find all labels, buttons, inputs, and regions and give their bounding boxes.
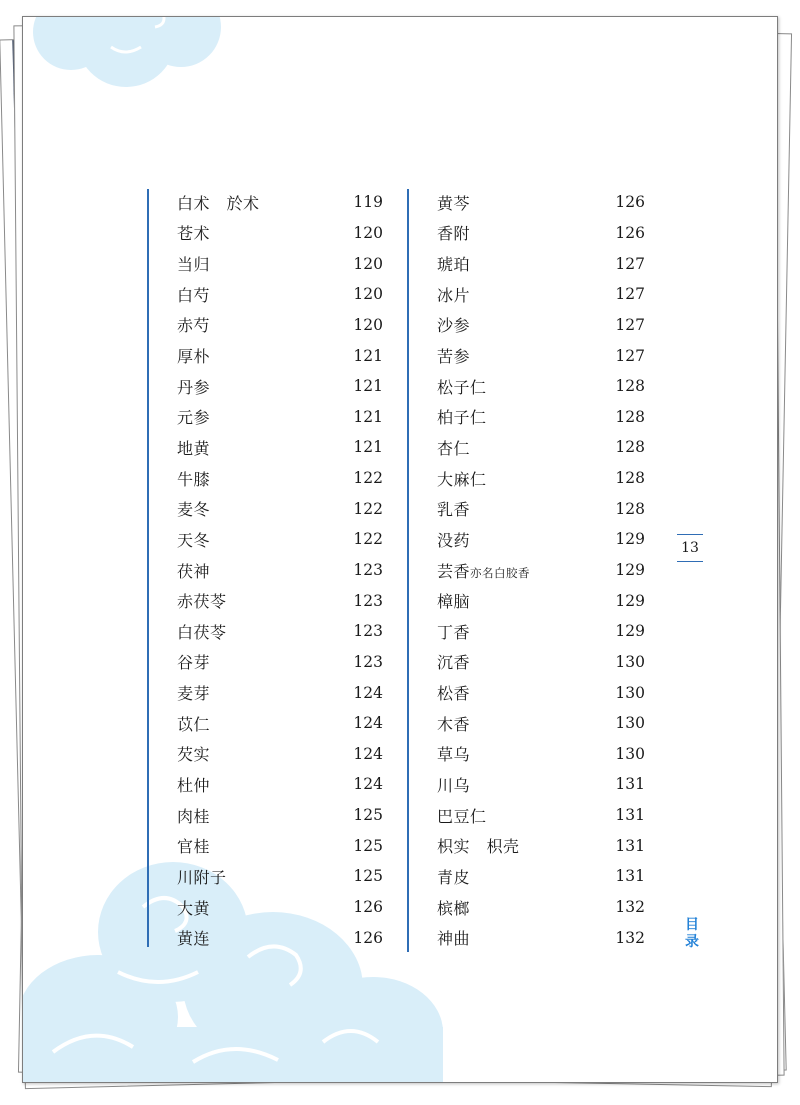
toc-right-column (437, 187, 645, 953)
herb-name: 冰片 (437, 285, 471, 305)
toc-entry-page: 128 (615, 469, 645, 488)
herb-name: 巴豆仁 (437, 806, 487, 826)
toc-entry (177, 739, 383, 770)
toc-entry (177, 769, 383, 800)
toc-entry-page: 126 (353, 928, 383, 947)
herb-name: 杜仲 (177, 775, 211, 795)
herb-name: 香附 (437, 224, 471, 244)
herb-name: 沉香 (437, 653, 471, 673)
herb-name: 麦芽 (177, 684, 211, 704)
toc-entry-title (177, 712, 210, 735)
toc-entry-title (177, 804, 210, 827)
toc-entry (177, 892, 383, 923)
toc-entry-title (437, 896, 470, 919)
toc-entry (437, 555, 645, 586)
herb-name: 赤芍 (177, 316, 211, 336)
toc-entry-page: 129 (615, 530, 645, 549)
toc-entry-title (437, 865, 470, 888)
toc-entry-page: 128 (615, 377, 645, 396)
toc-entry (437, 647, 645, 678)
herb-name: 松子仁 (437, 377, 487, 397)
toc-entry-page: 125 (353, 806, 383, 825)
herb-name: 白术 (177, 193, 211, 213)
toc-entry (177, 310, 383, 341)
toc-entry-page: 122 (353, 530, 383, 549)
toc-entry-page: 131 (615, 775, 645, 794)
toc-entry-page: 127 (615, 315, 645, 334)
toc-entry (437, 892, 645, 923)
toc-entry (437, 340, 645, 371)
toc-entry-title (437, 375, 487, 398)
toc-entry-title (177, 620, 227, 643)
herb-name: 麦冬 (177, 500, 211, 520)
toc-entry (437, 371, 645, 402)
herb-name: 地黄 (177, 438, 211, 458)
page-number: 13 (677, 534, 703, 562)
toc-entry-page: 124 (353, 714, 383, 733)
toc-entry (437, 922, 645, 953)
toc-entry-title (177, 528, 210, 551)
toc-entry (177, 922, 383, 953)
herb-name: 川附子 (177, 867, 227, 887)
herb-name: 沙参 (437, 316, 471, 336)
toc-entry-page: 123 (353, 561, 383, 579)
toc-entry (177, 218, 383, 249)
toc-entry (437, 401, 645, 432)
toc-entry-title (177, 926, 210, 949)
toc-entry-title (437, 528, 470, 551)
toc-entry-page: 121 (353, 346, 383, 365)
toc-entry-title (177, 896, 210, 919)
toc-entry-page: 125 (353, 867, 383, 886)
toc-entry-page: 130 (615, 744, 645, 763)
toc-entry-title (437, 742, 470, 765)
herb-name: 白芍 (177, 285, 211, 305)
toc-entry-title (437, 436, 470, 459)
herb-name: 肉桂 (177, 806, 211, 826)
herb-name: 木香 (437, 714, 471, 734)
toc-entry-page: 124 (353, 744, 383, 763)
herb-name: 樟脑 (437, 592, 471, 612)
herb-name: 黄连 (177, 929, 211, 949)
herb-name: 当归 (177, 255, 211, 275)
toc-entry-page: 131 (615, 836, 645, 855)
herb-name: 草乌 (437, 745, 471, 765)
herb-name: 元参 (177, 408, 211, 428)
toc-entry (177, 187, 383, 218)
toc-entry-page: 121 (353, 377, 383, 396)
toc-entry-title (437, 313, 470, 336)
toc-entry (177, 677, 383, 708)
toc-entry-title (437, 283, 470, 306)
toc-entry (177, 555, 383, 586)
toc-entry (177, 800, 383, 831)
toc-entry-page: 120 (353, 223, 383, 242)
toc-entry-title (437, 559, 530, 582)
toc-entry-title (177, 773, 210, 796)
toc-entry-page: 131 (615, 806, 645, 825)
toc-entry-page: 126 (615, 223, 645, 242)
toc-entry-title (177, 650, 210, 673)
toc-entry-page: 128 (615, 407, 645, 426)
toc-entry-title (437, 834, 520, 857)
herb-name: 厚朴 (177, 347, 211, 367)
herb-name: 茯神 (177, 561, 211, 581)
herb-name: 黄芩 (437, 193, 471, 213)
herb-name: 大黄 (177, 898, 211, 918)
toc-entry (437, 279, 645, 310)
toc-entry (437, 218, 645, 249)
toc-left-column (177, 187, 383, 953)
herb-alias-note: 亦名白胶香 (470, 565, 531, 580)
toc-entry (177, 524, 383, 555)
toc-entry-title (177, 344, 210, 367)
herb-name: 谷芽 (177, 653, 211, 673)
toc-entry (437, 493, 645, 524)
herb-name: 神曲 (437, 929, 471, 949)
toc-entry (177, 401, 383, 432)
toc-entry-page: 123 (353, 652, 383, 671)
toc-entry (177, 830, 383, 861)
toc-entry (177, 432, 383, 463)
toc-entry-page: 126 (353, 898, 383, 917)
toc-entry (437, 585, 645, 616)
toc-entry-page: 130 (615, 652, 645, 671)
herb-name: 大麻仁 (437, 469, 487, 489)
toc-entry-page: 127 (615, 285, 645, 304)
toc-entry-page: 123 (353, 622, 383, 641)
toc-entry (437, 739, 645, 770)
toc-entry-title (177, 283, 210, 306)
toc-entry-page: 132 (615, 928, 645, 947)
section-label-char: 录 (685, 934, 699, 950)
toc-entry (437, 432, 645, 463)
toc-entry-title (437, 405, 487, 428)
herb-name: 柏子仁 (437, 408, 487, 428)
toc-entry (437, 524, 645, 555)
herb-name: 苡仁 (177, 714, 211, 734)
toc-entry (437, 677, 645, 708)
herb-name: 苦参 (437, 347, 471, 367)
herb-name: 枳实 (437, 837, 471, 857)
toc-entry-page: 127 (615, 346, 645, 365)
toc-entry-title (177, 559, 210, 582)
toc-entry-page: 129 (615, 591, 645, 610)
toc-entry-title (437, 252, 470, 275)
toc-entry-page: 121 (353, 438, 383, 457)
toc-entry (437, 708, 645, 739)
toc-entry-page: 125 (353, 836, 383, 855)
toc-entry-page: 124 (353, 775, 383, 794)
herb-name: 杏仁 (437, 438, 471, 458)
toc-entry (177, 708, 383, 739)
toc-entry-page: 130 (615, 714, 645, 733)
toc-entry-title (177, 252, 210, 275)
toc-entry-page: 129 (615, 561, 645, 579)
herb-name: 赤茯苓 (177, 592, 227, 612)
toc-entry (437, 769, 645, 800)
toc-entry-title (177, 589, 227, 612)
toc-entry-title (177, 436, 210, 459)
toc-entry (177, 248, 383, 279)
herb-name: 丁香 (437, 622, 471, 642)
toc-entry (437, 463, 645, 494)
toc-entry-title (437, 589, 470, 612)
toc-entry-title (437, 926, 470, 949)
toc-entry (177, 279, 383, 310)
herb-name: 白茯苓 (177, 622, 227, 642)
toc-entry (177, 463, 383, 494)
toc-entry-title (177, 221, 210, 244)
toc-entry-page: 120 (353, 254, 383, 273)
toc-entry-title (177, 313, 210, 336)
toc-entry-page: 126 (615, 193, 645, 212)
toc-entry-page: 131 (615, 867, 645, 886)
toc-entry-title (437, 712, 470, 735)
toc-entry-page: 129 (615, 622, 645, 641)
toc-entry-title (177, 742, 210, 765)
toc-entry (437, 800, 645, 831)
herb-name: 牛膝 (177, 469, 211, 489)
herb-name: 没药 (437, 530, 471, 550)
toc-entry-title (177, 375, 210, 398)
toc-entry-page: 122 (353, 499, 383, 518)
toc-entry-page: 130 (615, 683, 645, 702)
toc-entry (437, 616, 645, 647)
toc-entry-title (177, 865, 227, 888)
herb-name: 丹参 (177, 377, 211, 397)
toc-entry (177, 371, 383, 402)
herb-name: 苍术 (177, 224, 211, 244)
toc-entry-title (437, 191, 470, 214)
toc-entry-title (177, 467, 210, 490)
toc-entry-title (437, 221, 470, 244)
toc-entry (437, 187, 645, 218)
herb-alt-name: 枳壳 (486, 837, 520, 857)
herb-name: 芡实 (177, 745, 211, 765)
toc-entry-title (437, 773, 470, 796)
toc-entry-title (437, 497, 470, 520)
toc-entry-title (177, 191, 260, 214)
toc-entry-page: 120 (353, 285, 383, 304)
herb-name: 川乌 (437, 775, 471, 795)
middle-column-divider (407, 189, 409, 952)
toc-entry (177, 585, 383, 616)
toc-entry (177, 340, 383, 371)
toc-entry (177, 861, 383, 892)
herb-name: 官桂 (177, 837, 211, 857)
toc-entry-title (437, 681, 470, 704)
toc-entry (177, 493, 383, 524)
toc-entry (437, 861, 645, 892)
toc-entry-title (437, 344, 470, 367)
herb-name: 天冬 (177, 530, 211, 550)
toc-entry-page: 128 (615, 438, 645, 457)
toc-entry (177, 647, 383, 678)
toc-entry (437, 248, 645, 279)
toc-entry-page: 127 (615, 254, 645, 273)
toc-entry-title (437, 804, 487, 827)
herb-name: 青皮 (437, 867, 471, 887)
toc-entry-title (437, 467, 487, 490)
toc-entry-page: 121 (353, 407, 383, 426)
herb-name: 槟榔 (437, 898, 471, 918)
herb-name: 松香 (437, 684, 471, 704)
herb-name: 琥珀 (437, 255, 471, 275)
toc-entry-title (177, 497, 210, 520)
toc-entry-title (177, 405, 210, 428)
toc-entry (177, 616, 383, 647)
toc-entry-page: 119 (353, 193, 383, 212)
section-label-char: 目 (685, 917, 699, 933)
toc-entry-page: 128 (615, 499, 645, 518)
table-of-contents-page (22, 16, 778, 1083)
toc-entry-page: 122 (353, 469, 383, 488)
toc-entry (437, 830, 645, 861)
section-label (684, 917, 700, 951)
toc-entry (437, 310, 645, 341)
herb-name: 乳香 (437, 500, 471, 520)
toc-entry-title (177, 681, 210, 704)
left-column-divider (147, 189, 149, 947)
herb-name: 芸香 (437, 561, 471, 581)
herb-alt-name: 於术 (226, 193, 260, 213)
toc-entry-title (437, 650, 470, 673)
toc-entry-title (437, 620, 470, 643)
toc-entry-page: 120 (353, 315, 383, 334)
cloud-decoration-top (31, 16, 231, 97)
toc-entry-page: 123 (353, 591, 383, 610)
toc-entry-page: 132 (615, 898, 645, 917)
toc-entry-title (177, 834, 210, 857)
toc-entry-page: 124 (353, 683, 383, 702)
